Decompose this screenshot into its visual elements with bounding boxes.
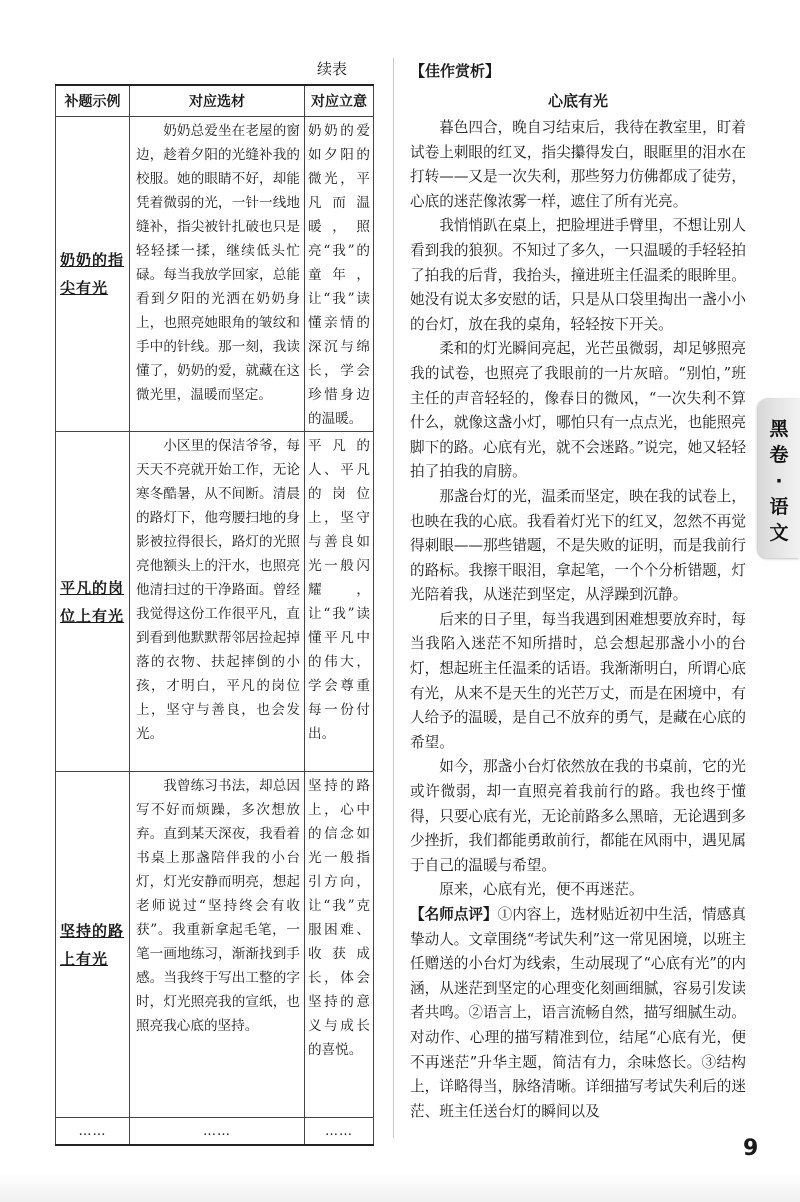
topic-text: 坚持的路上有光 [60,921,125,968]
table-header-row [56,85,374,117]
essay-paragraph: 我悄悄趴在桌上，把脸埋进手臂里，不想让别人看到我的狼狈。不知过了多久，一只温暖的手轻轻拍了拍我的后背，我抬头，撞进班主任温柔的眼眸里。她没有说太多安慰的话，只是从口袋里掏出一盏小小的台灯，放在我的桌角，轻轻按下开关。 [410,217,746,333]
material-table-section [55,58,373,1146]
table-row [56,432,374,772]
comment-text: ①内容上，选材贴近初中生活，情感真挚动人。文章围绕“考试失利”这一常见困境，以班主任赠送的小台灯为线索，生动展现了“心底有光”的内涵，从迷茫到坚定的心理变化刻画细腻，容易引发读者共鸣。②语言上，语言流畅自然，描写细腻生动。对动作、心理的描写精准到位，结尾“心底有光，便不再迷茫”升华主题，简洁有力，余味悠长。③结构上，详略得当，脉络清晰。详细描写考试失利后的迷茫、班主任送台灯的瞬间以及 [410,906,746,1120]
header-topic: 补题示例 [56,85,130,117]
page-number: 9 [743,1136,759,1161]
material-cell: 小区里的保洁爷爷，每天天不亮就开始工作，无论寒冬酷暑，从不间断。清晨的路灯下，他弯腰扫地的身影被拉得很长，路灯的光照亮他额头上的汗水，也照亮他清扫过的干净路面。曾经我觉得这份工作很平凡，直到看到他默默帮邻居捡起掉落的衣物、扶起摔倒的小孩，才明白，平凡的岗位上，坚守与善良，也会发光。 [130,432,305,772]
essay-title: 心底有光 [547,92,608,110]
table-row-ellipsis [56,1118,374,1146]
topic-cell [56,117,130,432]
topic-text: 平凡的岗位上有光 [60,578,125,625]
idea-cell: 平凡的人、平凡的岗位上，坚守与善良如光一般闪耀，让“我”读懂平凡中的伟大，学会尊重每一份付出。 [305,432,374,772]
table-caption: 续表 [316,60,347,78]
essay-paragraph: 后来的日子里，每当我遇到困难想要放弃时，每当我陷入迷茫不知所措时，总会想起那盏小小的台灯，想起班主任温柔的话语。我渐渐明白，所谓心底有光，从来不是天生的光芒万丈，而是在困境中，有人给予的温暖，是自己不放弃的勇气，是藏在心底的希望。 [410,610,746,751]
material-cell: 我曾练习书法，却总因写不好而烦躁，多次想放弃。直到某天深夜，我看着书桌上那盏陪伴我的小台灯，灯光安静而明亮，想起老师说过“坚持终会有收获”。我重新拿起毛笔，一笔一画地练习，渐渐找到手感。当我终于写出工整的字时，灯光照亮我的宣纸，也照亮我心底的坚持。 [130,772,305,1118]
appreciation-section [410,58,746,1124]
section-title: 【佳作赏析】 [410,62,501,80]
teacher-comment [410,903,746,1124]
ellipsis-cell: …… [305,1118,374,1146]
table-row [56,117,374,432]
essay-paragraph: 暮色四合，晚自习结束后，我待在教室里，盯着试卷上刺眼的红叉，指尖攥得发白，眼眶里的泪水在打转——又是一次失利，那些努力仿佛都成了徒劳，心底的迷茫像浓雾一样，遮住了所有光亮。 [410,119,746,210]
essay-paragraph: 如今，那盏小台灯依然放在我的书桌前，它的光或许微弱，却一直照亮着我前行的路。我也终于懂得，只要心底有光，无论前路多么黑暗，无论遇到多少挫折，我们都能勇敢前行，都能在风雨中，遇见属于自己的温暖与希望。 [410,758,746,874]
page-bottom-edge [0,1172,800,1202]
subject-side-tab [758,398,800,558]
comment-label: 【名师点评】 [410,906,498,923]
topic-cell [56,772,130,1118]
topic-text: 奶奶的指尖有光 [60,251,125,297]
header-material: 对应选材 [130,85,305,117]
table-row [56,772,374,1118]
column-divider [393,58,394,1138]
topic-cell [56,432,130,772]
ellipsis-cell: …… [56,1118,130,1146]
essay-paragraph: 那盏台灯的光，温柔而坚定，映在我的试卷上，也映在我的心底。我看着灯光下的红叉，忽然不再觉得刺眼——那些错题，不是失败的证明，而是我前行的路标。我擦干眼泪，拿起笔，一个个分析错题，灯光陪着我，从迷茫到坚定，从浮躁到沉静。 [410,487,746,604]
header-idea: 对应立意 [305,85,374,117]
idea-cell: 奶奶的爱如夕阳的微光，平凡而温暖，照亮“我”的童年，让“我”读懂亲情的深沉与绵长，学会珍惜身边的温暖。 [305,117,374,432]
idea-cell: 坚持的路上，心中的信念如光一般指引方向，让“我”克服困难、收获成长，体会坚持的意义与成长的喜悦。 [305,772,374,1118]
essay-body [410,116,746,903]
side-tab-label: 黑卷·语文 [769,418,789,544]
ellipsis-cell: …… [130,1118,305,1146]
material-table [55,84,374,1146]
essay-paragraph: 原来，心底有光，便不再迷茫。 [439,881,644,899]
essay-paragraph: 柔和的灯光瞬间亮起，光芒虽微弱，却足够照亮我的试卷，也照亮了我眼前的一片灰暗。“别怕，”班主任的声音轻轻的，像春日的微风，“一次失利不算什么，就像这盏小灯，哪怕只有一点点光，也能照亮脚下的路。心底有光，就不会迷路。”说完，她又轻轻拍了拍我的肩膀。 [410,340,746,481]
material-cell: 奶奶总爱坐在老屋的窗边，趁着夕阳的光缝补我的校服。她的眼睛不好，却能凭着微弱的光，一针一线地缝补，指尖被针扎破也只是轻轻揉一揉，继续低头忙碌。每当我放学回家，总能看到夕阳的光洒在奶奶身上，也照亮她眼角的皱纹和手中的针线。那一刻，我读懂了，奶奶的爱，就藏在这微光里，温暖而坚定。 [130,117,305,432]
